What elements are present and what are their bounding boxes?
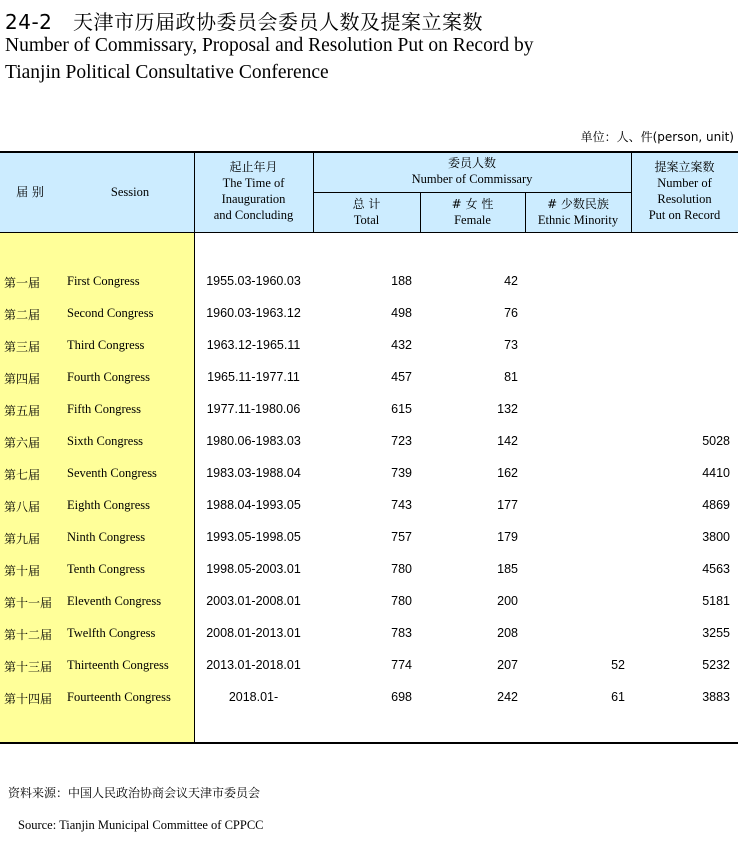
session-cn: 第十三届 — [4, 660, 53, 674]
female-count: 207 — [497, 658, 518, 672]
minority-count: 52 — [611, 658, 625, 672]
session-cn: 第六届 — [4, 436, 41, 450]
total-count: 739 — [391, 466, 412, 480]
total-count: 743 — [391, 498, 412, 512]
session-cn: 第二届 — [4, 308, 41, 322]
page-title-en-line2: Tianjin Political Consultative Conference — [5, 62, 329, 83]
time-range: 2008.01-2013.01 — [206, 626, 301, 640]
time-range: 1980.06-1983.03 — [206, 434, 301, 448]
resolution-count: 5232 — [702, 658, 730, 672]
session-en: Third Congress — [67, 338, 145, 352]
resolution-count: 4869 — [702, 498, 730, 512]
session-cn: 第九届 — [4, 532, 41, 546]
session-en: First Congress — [67, 274, 140, 288]
session-en: Twelfth Congress — [67, 626, 156, 640]
session-en: Eleventh Congress — [67, 594, 162, 608]
session-cn: 第四届 — [4, 372, 41, 386]
total-count: 757 — [391, 530, 412, 544]
session-en: Ninth Congress — [67, 530, 146, 544]
female-count: 81 — [504, 370, 518, 384]
time-range: 1977.11-1980.06 — [206, 402, 301, 416]
total-count: 498 — [391, 306, 412, 320]
female-count: 162 — [497, 466, 518, 480]
table-number: 24-2 — [5, 10, 53, 34]
session-cn: 第十届 — [4, 564, 41, 578]
session-en: Tenth Congress — [67, 562, 145, 576]
commissary-sub-rule — [313, 192, 631, 193]
table-bottom-rule — [0, 742, 738, 744]
session-en: Sixth Congress — [67, 434, 144, 448]
header-time: 起止年月 The Time of Inauguration and Concluding — [213, 160, 294, 222]
page-title-en-line1: Number of Commissary, Proposal and Resolution Put on Record by — [5, 35, 534, 56]
session-en: Fifth Congress — [67, 402, 141, 416]
female-count: 185 — [497, 562, 518, 576]
header-commissary: 委员人数 Number of Commissary — [411, 156, 533, 186]
session-cn: 第一届 — [4, 276, 41, 290]
time-range: 1998.05-2003.01 — [206, 562, 301, 576]
resolution-count: 3800 — [702, 530, 730, 544]
header-session-en: Session — [110, 185, 150, 199]
page-title-cn — [5, 6, 483, 35]
session-en: Eighth Congress — [67, 498, 150, 512]
time-range: 1965.11-1977.11 — [207, 370, 300, 384]
resolution-count: 5181 — [702, 594, 730, 608]
time-range: 2018.01- — [228, 690, 279, 704]
time-range: 1988.04-1993.05 — [206, 498, 301, 512]
header-female: # 女 性 Female — [451, 197, 494, 227]
total-count: 774 — [391, 658, 412, 672]
header-ethnic-minority: # 少数民族 Ethnic Minority — [537, 197, 619, 227]
resolution-count: 3883 — [702, 690, 730, 704]
total-count: 780 — [391, 594, 412, 608]
data-table — [0, 151, 738, 744]
total-count: 783 — [391, 626, 412, 640]
female-count: 242 — [497, 690, 518, 704]
total-count: 615 — [391, 402, 412, 416]
session-en: Fourteenth Congress — [67, 690, 171, 704]
time-range: 2003.01-2008.01 — [206, 594, 301, 608]
female-count: 200 — [497, 594, 518, 608]
resolution-count: 4563 — [702, 562, 730, 576]
female-count: 132 — [497, 402, 518, 416]
resolution-count: 5028 — [702, 434, 730, 448]
female-count: 76 — [504, 306, 518, 320]
source-note-en: Source: Tianjin Municipal Committee of CPPCC — [18, 818, 264, 832]
session-en: Second Congress — [67, 306, 154, 320]
total-count: 723 — [391, 434, 412, 448]
time-range: 2013.01-2018.01 — [206, 658, 301, 672]
title-cn-text: 天津市历届政协委员会委员人数及提案立案数 — [72, 10, 483, 34]
session-cn: 第七届 — [4, 468, 41, 482]
total-count: 432 — [391, 338, 412, 352]
time-range: 1983.03-1988.04 — [206, 466, 301, 480]
session-cn: 第八届 — [4, 500, 41, 514]
session-cn: 第五届 — [4, 404, 41, 418]
header-bottom-rule — [0, 232, 738, 233]
session-en: Fourth Congress — [67, 370, 150, 384]
female-count: 142 — [497, 434, 518, 448]
time-range: 1955.03-1960.03 — [206, 274, 301, 288]
female-count: 177 — [497, 498, 518, 512]
female-count: 179 — [497, 530, 518, 544]
table-top-rule — [0, 151, 738, 153]
session-cn: 第三届 — [4, 340, 41, 354]
resolution-count: 4410 — [702, 466, 730, 480]
session-en: Thirteenth Congress — [67, 658, 169, 672]
female-count: 42 — [504, 274, 518, 288]
header-resolution: 提案立案数 Number of Resolution Put on Record — [648, 160, 721, 222]
female-count: 208 — [497, 626, 518, 640]
total-count: 457 — [391, 370, 412, 384]
total-count: 698 — [391, 690, 412, 704]
total-count: 188 — [391, 274, 412, 288]
session-cn: 第十一届 — [4, 596, 53, 610]
header-session-cn: 届 别 — [16, 185, 44, 199]
minority-count: 61 — [611, 690, 625, 704]
resolution-count: 3255 — [702, 626, 730, 640]
source-note-cn: 资料来源：中国人民政治协商会议天津市委员会 — [8, 786, 261, 800]
session-cn: 第十二届 — [4, 628, 53, 642]
female-count: 73 — [504, 338, 518, 352]
session-cn: 第十四届 — [4, 692, 53, 706]
header-total: 总 计 Total — [352, 197, 381, 227]
unit-label: 单位：人、件(person, unit) — [580, 130, 734, 144]
time-range: 1993.05-1998.05 — [206, 530, 301, 544]
total-count: 780 — [391, 562, 412, 576]
session-en: Seventh Congress — [67, 466, 157, 480]
divider-session — [194, 151, 195, 744]
time-range: 1963.12-1965.11 — [206, 338, 301, 352]
time-range: 1960.03-1963.12 — [206, 306, 301, 320]
